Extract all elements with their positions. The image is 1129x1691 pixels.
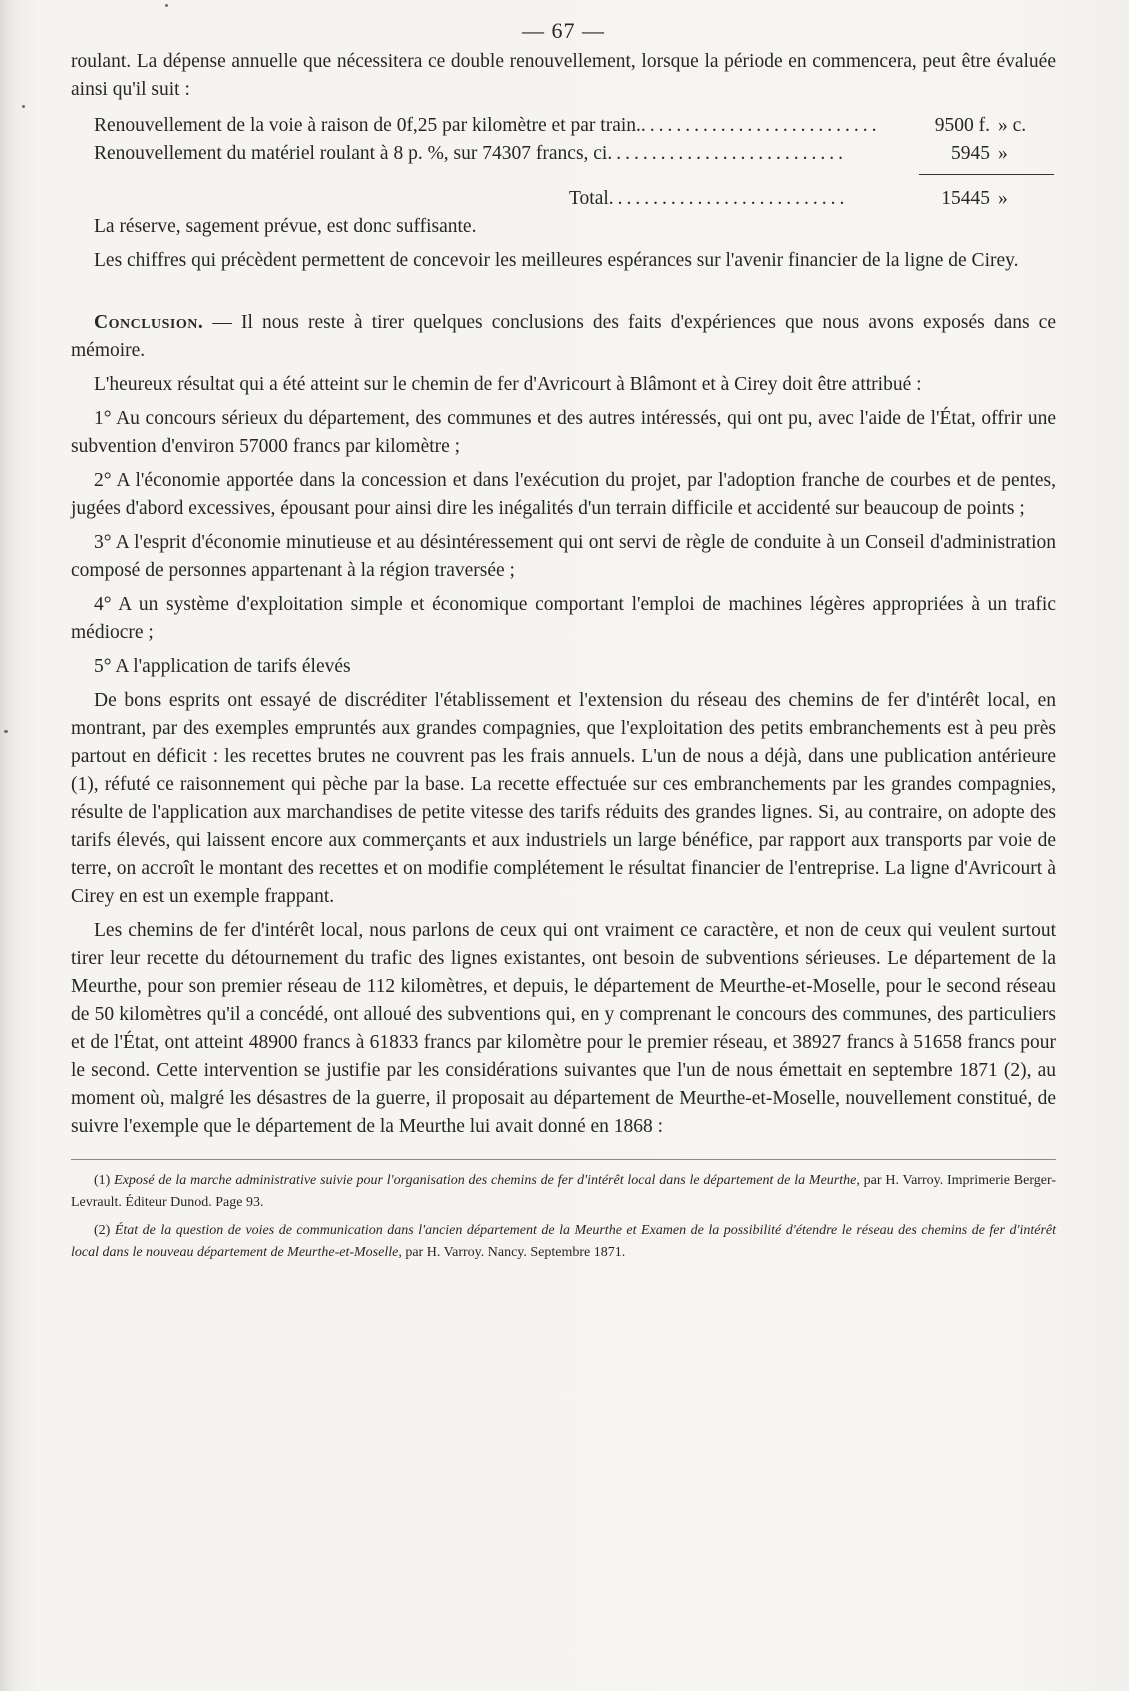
footnote-text: par H. Varroy. Nancy. Septembre 1871. xyxy=(401,1245,626,1260)
expense-amount: 9500 f. xyxy=(934,115,990,136)
expense-unit: » c. xyxy=(998,115,1027,136)
expense-label: Renouvellement du matériel roulant à 8 p. %, sur 74307 francs, ci. xyxy=(94,143,613,164)
dot-leader: .......................... xyxy=(616,143,847,164)
page-content xyxy=(71,18,1056,1264)
total-label: Total. xyxy=(569,188,614,209)
expense-row xyxy=(71,140,1056,168)
dot-leader: .......................... xyxy=(617,188,849,209)
footnote-1 xyxy=(71,1170,1056,1214)
footnote-mark: (1) xyxy=(94,1173,111,1188)
list-item-1: 1° Au concours sérieux du département, des communes et des autres intéressés, qui ont pu, avec l'aide de l'État, offrir une subvention d'environ 57000 francs par kilomètre ; xyxy=(71,408,1056,457)
total-row xyxy=(71,185,1056,213)
sum-rule xyxy=(919,174,1054,175)
ink-spot xyxy=(165,4,168,7)
conclusion-text: — Il nous reste à tirer quelques conclusions des faits d'expériences que nous avons exposés dans ce mémoire. xyxy=(71,312,1056,361)
list-item-5: 5° A l'application de tarifs élevés xyxy=(94,656,351,677)
list-item-2: 2° A l'économie apportée dans la concession et dans l'exécution du projet, par l'adoption franche de courbes et de pentes, jugées d'abord excessives, épousant pour ainsi dire les inégalités d'un terrain difficile et accidenté sur beaucoup de points ; xyxy=(71,470,1056,519)
paragraph-heureux: L'heureux résultat qui a été atteint sur le chemin de fer d'Avricourt à Blâmont et à Cirey doit être attribué : xyxy=(94,374,922,395)
dot-leader: .......................... xyxy=(649,115,881,136)
footnote-divider xyxy=(71,1159,1056,1160)
section-heading: Conclusion. xyxy=(94,312,204,333)
footnote-mark: (2) xyxy=(94,1223,111,1238)
total-unit: » xyxy=(998,188,1008,209)
paragraph-bons-esprits: De bons esprits ont essayé de discréditer l'établissement et l'extension du réseau des chemins de fer d'intérêt local, en montrant, par des exemples empruntés aux grandes compagnies, que l'exploitation des petits embranchements est à peu près partout en déficit : les recettes brutes ne couvrent pas les frais annuels. L'un de nous a déjà, dans une publication antérieure (1), réfuté ce raisonnement qui pèche par la base. La recette effectuée sur ces embranchements par les grandes compagnies, résulte de l'application aux marchandises de petite vitesse des tarifs réduits des grandes lignes. Si, au contraire, on adopte des tarifs élevés, qui laissent encore aux commerçants et aux industriels un large bénéfice, par rapport aux transports par voie de terre, on accroît le montant des recettes et on modifie complétement le résultat financier de l'entreprise. La ligne d'Avricourt à Cirey en est un exemple frappant. xyxy=(71,690,1056,907)
expense-amount: 5945 xyxy=(951,143,990,164)
footnote-text: par H. Varroy. Imprimerie Berger-Levrault. Éditeur Dunod. Page 93. xyxy=(71,1173,1057,1210)
page-number: — 67 — xyxy=(522,18,605,43)
footnote-2 xyxy=(71,1220,1056,1264)
expense-table xyxy=(71,112,1056,213)
footnote-title: Exposé de la marche administrative suivie pour l'organisation des chemins de fer d'intérêt local dans le département de la Meurthe, xyxy=(114,1173,860,1188)
total-amount: 15445 xyxy=(941,188,990,209)
ink-spot xyxy=(22,105,25,108)
paragraph-chemins: Les chemins de fer d'intérêt local, nous parlons de ceux qui ont vraiment ce caractère, et non de ceux qui veulent surtout tirer leur recette du détournement du trafic des lignes existantes, ont besoin de subventions sérieuses. Le département de la Meurthe, pour son premier réseau de 112 kilomètres, et depuis, le département de Meurthe-et-Moselle, pour le second réseau de 50 kilomètres qu'il a concédé, ont alloué des subventions qui, en y comprenant le concours des communes, des particuliers et de l'État, ont atteint 48900 francs à 61833 francs par kilomètre pour le premier réseau, et 38927 francs à 51658 francs pour le second. Cette intervention se justifie par les considérations suivantes que l'un de nous émettait en septembre 1871 (2), au moment où, malgré les désastres de la guerre, il proposait au département de Meurthe-et-Moselle, nouvellement constitué, de suivre l'exemple que le département de la Meurthe lui avait donné en 1868 : xyxy=(71,920,1056,1137)
expense-unit: » xyxy=(998,143,1008,164)
list-item-4: 4° A un système d'exploitation simple et économique comportant l'emploi de machines légères appropriées à un trafic médiocre ; xyxy=(71,594,1056,643)
ink-spot xyxy=(4,730,8,733)
paragraph-roulant: roulant. La dépense annuelle que nécessitera ce double renouvellement, lorsque la période en commencera, peut être évaluée ainsi qu'il suit : xyxy=(71,51,1056,100)
list-item-3: 3° A l'esprit d'économie minutieuse et au désintéressement qui ont servi de règle de conduite à un Conseil d'administration composé de personnes appartenant à la région traversée ; xyxy=(71,532,1056,581)
paragraph-chiffres: Les chiffres qui précèdent permettent de concevoir les meilleures espérances sur l'avenir financier de la ligne de Cirey. xyxy=(94,250,1019,271)
paragraph-reserve: La réserve, sagement prévue, est donc suffisante. xyxy=(94,216,477,237)
paragraph-conclusion xyxy=(71,309,1056,365)
footnote-title: État de la question de voies de communication dans l'ancien département de la Meurthe et Examen de la possibilité d'étendre le réseau des chemins de fer d'intérêt local dans le nouveau département de Meurthe-et-Moselle, xyxy=(71,1223,1057,1260)
expense-row xyxy=(71,112,1056,140)
expense-label: Renouvellement de la voie à raison de 0f,25 par kilomètre et par train.. xyxy=(94,115,646,136)
